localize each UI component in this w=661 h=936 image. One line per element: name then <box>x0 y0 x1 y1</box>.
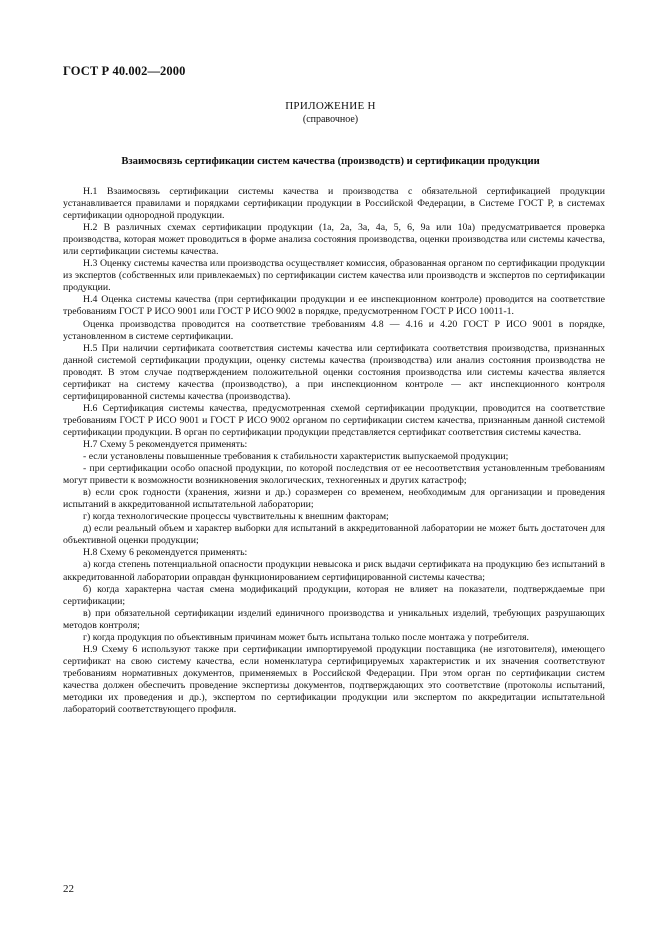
list-item: д) если реальный объем и характер выборки для испытаний в аккредитованной лаборатории не может быть достаточен для объективной оценки продукции; <box>63 523 605 547</box>
list-item: в) если срок годности (хранения, жизни и др.) соразмерен со временем, необходимым для организации и проведения испытаний в аккредитованной испытательной лаборатории; <box>63 487 605 511</box>
paragraph-n6: Н.6 Сертификация системы качества, предусмотренная схемой сертификации продукции, проводится на соответствие требованиям ГОСТ Р ИСО 9001 и ГОСТ Р ИСО 9002 органом по сертификации систем качества, признанным данной системой сертификации продукции. В орган по сертификации продукции представляется сертификат соответствия системы качества. <box>63 402 605 438</box>
list-item: г) когда продукция по объективным причинам может быть испытана только после монтажа у потребителя. <box>83 631 529 643</box>
list-item: а) когда степень потенциальной опасности продукции невысока и риск выдачи сертификата на продукцию без испытаний в аккредитованной лаборатории оправдан функционированием сертифицированной системы качества; <box>63 559 605 583</box>
paragraph-n4-production: Оценка производства проводится на соответствие требованиям 4.8 — 4.16 и 4.20 ГОСТ Р ИСО 9001 в порядке, установленном в системе сертификации. <box>63 318 605 342</box>
list-item: в) при обязательной сертификации изделий единичного производства и уникальных изделий, требующих разрушающих методов контроля; <box>63 607 605 631</box>
body-text <box>63 186 605 716</box>
list-item: - если установлены повышенные требования к стабильности характеристик выпускаемой продукции; <box>83 451 509 463</box>
appendix-subtitle: (справочное) <box>302 114 359 125</box>
page-number: 22 <box>63 883 74 895</box>
paragraph-n3: Н.3 Оценку системы качества или производства осуществляет комиссия, образованная органом по сертификации продукции из экспертов (собственных или привлекаемых) по сертификации систем качества или производств и экспертов по сертификации продукции. <box>63 258 605 294</box>
list-item: б) когда характерна частая смена модификаций продукции, которая не влияет на показатели, подтверждаемые при сертификации; <box>63 583 605 607</box>
document-code: ГОСТ Р 40.002—2000 <box>63 64 186 78</box>
paragraph-n9: Н.9 Схему 6 используют также при сертификации импортируемой продукции поставщика (не изготовителя), имеющего сертификат на свою систему качества, если номенклатура сертифицируемых характеристик и их значения соответствуют требованиям нормативных документов, применяемых в Российской Федерации. При этом орган по сертификации систем качества должен обеспечить проведение экспертизы документов, подтверждающих это соответствие (протоколы испытаний, методики их проведения и др.), экспертом по сертификации продукции или экспертом по аккредитации испытательной лабораторий соответствующего профиля. <box>63 643 605 716</box>
paragraph-n7: Н.7 Схему 5 рекомендуется применять: <box>83 438 248 450</box>
section-heading: Взаимосвязь сертификации систем качества (производств) и сертификации продукции <box>121 156 540 167</box>
paragraph-n4: Н.4 Оценка системы качества (при сертификации продукции и ее инспекционном контроле) проводится на соответствие требованиям ГОСТ Р ИСО 9001 или ГОСТ Р ИСО 9002 в порядке, предусмотренном ГОСТ Р ИСО 10011-1. <box>63 294 605 318</box>
paragraph-n2: Н.2 В различных схемах сертификации продукции (1а, 2а, 3а, 4а, 5, 6, 9а или 10а) предусматривается проверка производства, которая может проводиться в форме анализа состояния производства, оценки производства или системы качества, или сертификации системы качества. <box>63 222 605 258</box>
list-item: г) когда технологические процессы чувствительны к внешним факторам; <box>83 511 389 523</box>
list-item: - при сертификации особо опасной продукции, по которой последствия от ее несоответствия установленным требованиям могут привести к возможности возникновения экологических, техногенных и других катастроф; <box>63 463 605 487</box>
paragraph-n1: Н.1 Взаимосвязь сертификации системы качества и производства с обязательной сертификацией продукции устанавливается правилами и порядками сертификации продукции в Российской Федерации, в Системе ГОСТ Р, в системах сертификации однородной продукции. <box>63 186 605 222</box>
appendix-title: ПРИЛОЖЕНИЕ Н <box>285 100 376 112</box>
paragraph-n5: Н.5 При наличии сертификата соответствия системы качества или сертификата соответствия производства, признанных данной системой сертификации продукции, оценку системы качества (производства) или анализ состояния производства не проводят. В этом случае подтверждением положительной оценки состояния производства или системы качества является сертификат на систему качества (производство), а при инспекционном контроле — акт инспекционного контроля сертифицированной системы качества (производства). <box>63 342 605 402</box>
paragraph-n8: Н.8 Схему 6 рекомендуется применять: <box>83 547 248 559</box>
